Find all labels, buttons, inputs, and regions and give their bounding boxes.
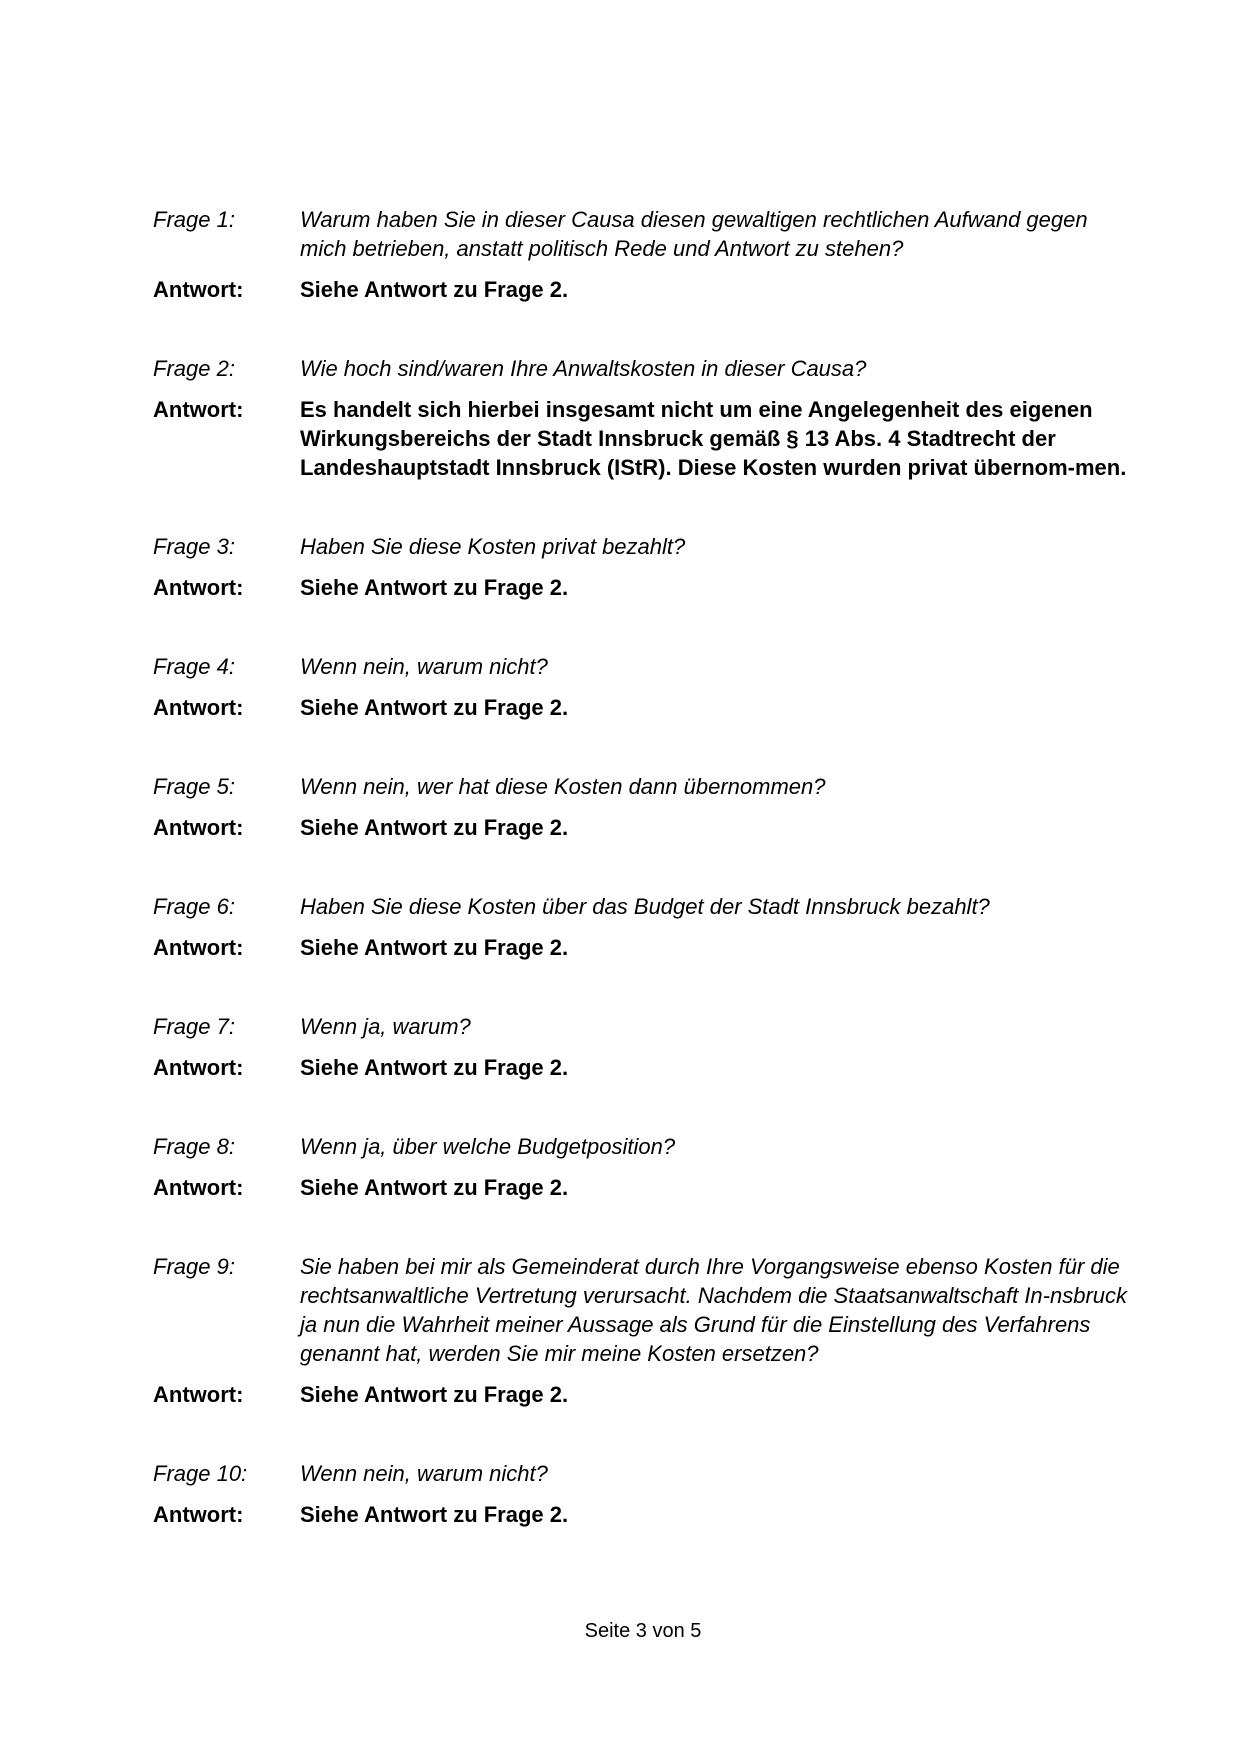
question-label: Frage 7: [153,1014,235,1039]
question-text: Wenn ja, warum? [300,1014,471,1039]
qa-item-1 [153,205,1138,304]
answer-text: Siehe Antwort zu Frage 2. [300,935,569,960]
question-row [153,1459,1138,1488]
answer-row [153,573,1138,602]
qa-item-6 [153,892,1138,962]
answer-text: Siehe Antwort zu Frage 2. [300,695,569,720]
question-text: Wie hoch sind/waren Ihre Anwaltskosten in dieser Causa? [300,356,867,381]
answer-text: Siehe Antwort zu Frage 2. [300,1055,569,1080]
answer-row [153,813,1138,842]
question-label: Frage 4: [153,654,235,679]
qa-item-8 [153,1132,1138,1202]
answer-text: Siehe Antwort zu Frage 2. [300,1502,569,1527]
answer-text: Siehe Antwort zu Frage 2. [300,1382,569,1407]
answer-label: Antwort: [153,397,244,422]
question-text: Sie haben bei mir als Gemeinderat durch Ihre Vorgangsweise ebenso Kosten für die rechtsanwaltliche Vertretung verursacht. Nachdem die Staatsanwaltschaft In-nsbruck ja nun die Wahrheit meiner Aussage als Grund für die Einstellung des Verfahrens genannt hat, werden Sie mir meine Kosten ersetzen? [300,1254,1128,1366]
answer-text: Es handelt sich hierbei insgesamt nicht um eine Angelegenheit des eigenen Wirkungsbereichs der Stadt Innsbruck gemäß § 13 Abs. 4 Stadtrecht der Landeshauptstadt Innsbruck (IStR). Diese Kosten wurden privat übernom-men. [300,397,1127,480]
answer-row [153,1173,1138,1202]
answer-text: Siehe Antwort zu Frage 2. [300,815,569,840]
question-label: Frage 3: [153,534,235,559]
qa-item-9 [153,1252,1138,1409]
question-row [153,892,1138,921]
answer-label: Antwort: [153,935,244,960]
answer-row [153,1053,1138,1082]
answer-label: Antwort: [153,1175,244,1200]
answer-label: Antwort: [153,575,244,600]
question-text: Wenn ja, über welche Budgetposition? [300,1134,676,1159]
answer-row [153,1380,1138,1409]
answer-row [153,395,1138,482]
question-label: Frage 1: [153,207,235,232]
qa-item-3 [153,532,1138,602]
question-label: Frage 6: [153,894,235,919]
answer-row [153,693,1138,722]
question-row [153,354,1138,383]
question-text: Haben Sie diese Kosten privat bezahlt? [300,534,686,559]
answer-text: Siehe Antwort zu Frage 2. [300,277,569,302]
page-footer [0,1619,1241,1643]
question-row [153,772,1138,801]
qa-item-2 [153,354,1138,482]
question-row [153,1012,1138,1041]
question-text: Haben Sie diese Kosten über das Budget der Stadt Innsbruck bezahlt? [300,894,990,919]
answer-label: Antwort: [153,1382,244,1407]
qa-list [153,205,1138,1579]
question-text: Warum haben Sie in dieser Causa diesen gewaltigen rechtlichen Aufwand gegen mich betrieben, anstatt politisch Rede und Antwort zu stehen? [300,207,1088,261]
qa-item-4 [153,652,1138,722]
question-row [153,652,1138,681]
question-text: Wenn nein, warum nicht? [300,654,548,679]
question-row [153,1252,1138,1368]
question-label: Frage 2: [153,356,235,381]
answer-text: Siehe Antwort zu Frage 2. [300,1175,569,1200]
answer-label: Antwort: [153,1055,244,1080]
page-number: Seite 3 von 5 [584,1620,702,1642]
question-label: Frage 5: [153,774,235,799]
answer-row [153,933,1138,962]
answer-label: Antwort: [153,695,244,720]
answer-row [153,275,1138,304]
question-label: Frage 9: [153,1254,235,1279]
answer-text: Siehe Antwort zu Frage 2. [300,575,569,600]
qa-item-5 [153,772,1138,842]
question-row [153,532,1138,561]
answer-row [153,1500,1138,1529]
answer-label: Antwort: [153,815,244,840]
question-row [153,1132,1138,1161]
answer-label: Antwort: [153,277,244,302]
question-row [153,205,1138,263]
question-text: Wenn nein, warum nicht? [300,1461,548,1486]
answer-label: Antwort: [153,1502,244,1527]
question-text: Wenn nein, wer hat diese Kosten dann übernommen? [300,774,826,799]
question-label: Frage 10: [153,1461,248,1486]
qa-item-7 [153,1012,1138,1082]
qa-item-10 [153,1459,1138,1529]
question-label: Frage 8: [153,1134,235,1159]
